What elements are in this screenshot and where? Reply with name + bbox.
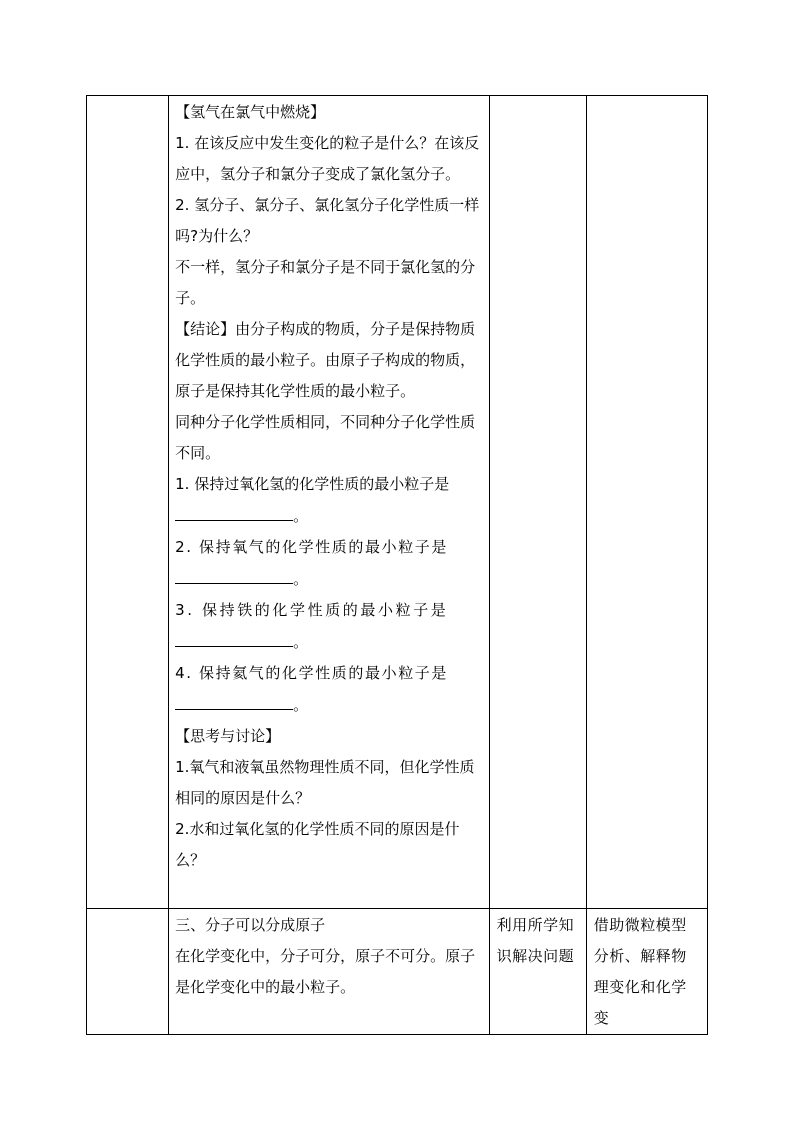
empty-cell (586, 96, 707, 909)
exercise-item (175, 658, 483, 721)
conclusion-paragraph: 同种分子化学性质相同，不同种分子化学性质不同。 (175, 413, 476, 462)
lesson-plan-table (86, 95, 708, 1035)
exercise-text: 2. 保持氧气的化学性质的最小粒子是 (175, 538, 449, 556)
fill-blank (175, 689, 293, 710)
exercise-text: 4. 保持氦气的化学性质的最小粒子是 (175, 664, 449, 682)
competency-text: 借助微粒模型分析、解释物理变化和化学变 (593, 916, 687, 1027)
section-heading: 【氢气在氯气中燃烧】 (175, 103, 326, 121)
discussion-question: 2.水和过氧化氢的化学性质不同的原因是什么？ (175, 820, 460, 869)
exercise-text: 3. 保持铁的化学性质的最小粒子是 (175, 601, 449, 619)
blank-suffix: 。 (293, 633, 309, 651)
answer-paragraph: 不一样，氢分子和氯分子是不同于氯化氢的分子。 (175, 258, 476, 307)
design-intent-cell (489, 909, 586, 1035)
empty-cell (87, 96, 169, 909)
section-heading: 【思考与讨论】 (175, 727, 281, 745)
exercise-item (175, 595, 483, 658)
conclusion-paragraph: 【结论】由分子构成的物质，分子是保持物质化学性质的最小粒子。由原子子构成的物质，原子是保持其化学性质的最小粒子。 (175, 320, 476, 400)
competency-cell (586, 909, 707, 1035)
section-heading: 三、分子可以分成原子 (175, 916, 326, 934)
table-row (87, 96, 708, 909)
question-paragraph: 1. 在该反应中发生变化的粒子是什么？在该反应中，氢分子和氯分子变成了氯化氢分子。 (175, 134, 480, 183)
question-paragraph: 2. 氢分子、氯分子、氯化氢分子化学性质一样吗?为什么？ (175, 196, 480, 245)
exercise-item (175, 532, 483, 595)
content-paragraph: 在化学变化中，分子可分，原子不可分。原子是化学变化中的最小粒子。 (175, 947, 476, 996)
fill-blank (175, 626, 293, 647)
content-cell (169, 909, 490, 1035)
blank-suffix: 。 (293, 507, 309, 525)
discussion-question: 1.氧气和液氧虽然物理性质不同，但化学性质相同的原因是什么？ (175, 758, 475, 807)
exercise-text: 1. 保持过氧化氢的化学性质的最小粒子是 (175, 475, 450, 493)
exercise-item (175, 469, 483, 532)
fill-blank (175, 563, 293, 584)
table-row (87, 909, 708, 1035)
empty-cell (489, 96, 586, 909)
empty-cell (87, 909, 169, 1035)
content-cell (169, 96, 490, 909)
blank-suffix: 。 (293, 570, 309, 588)
fill-blank (175, 500, 293, 521)
blank-suffix: 。 (293, 696, 309, 714)
design-intent-text: 利用所学知识解决问题 (496, 916, 575, 965)
